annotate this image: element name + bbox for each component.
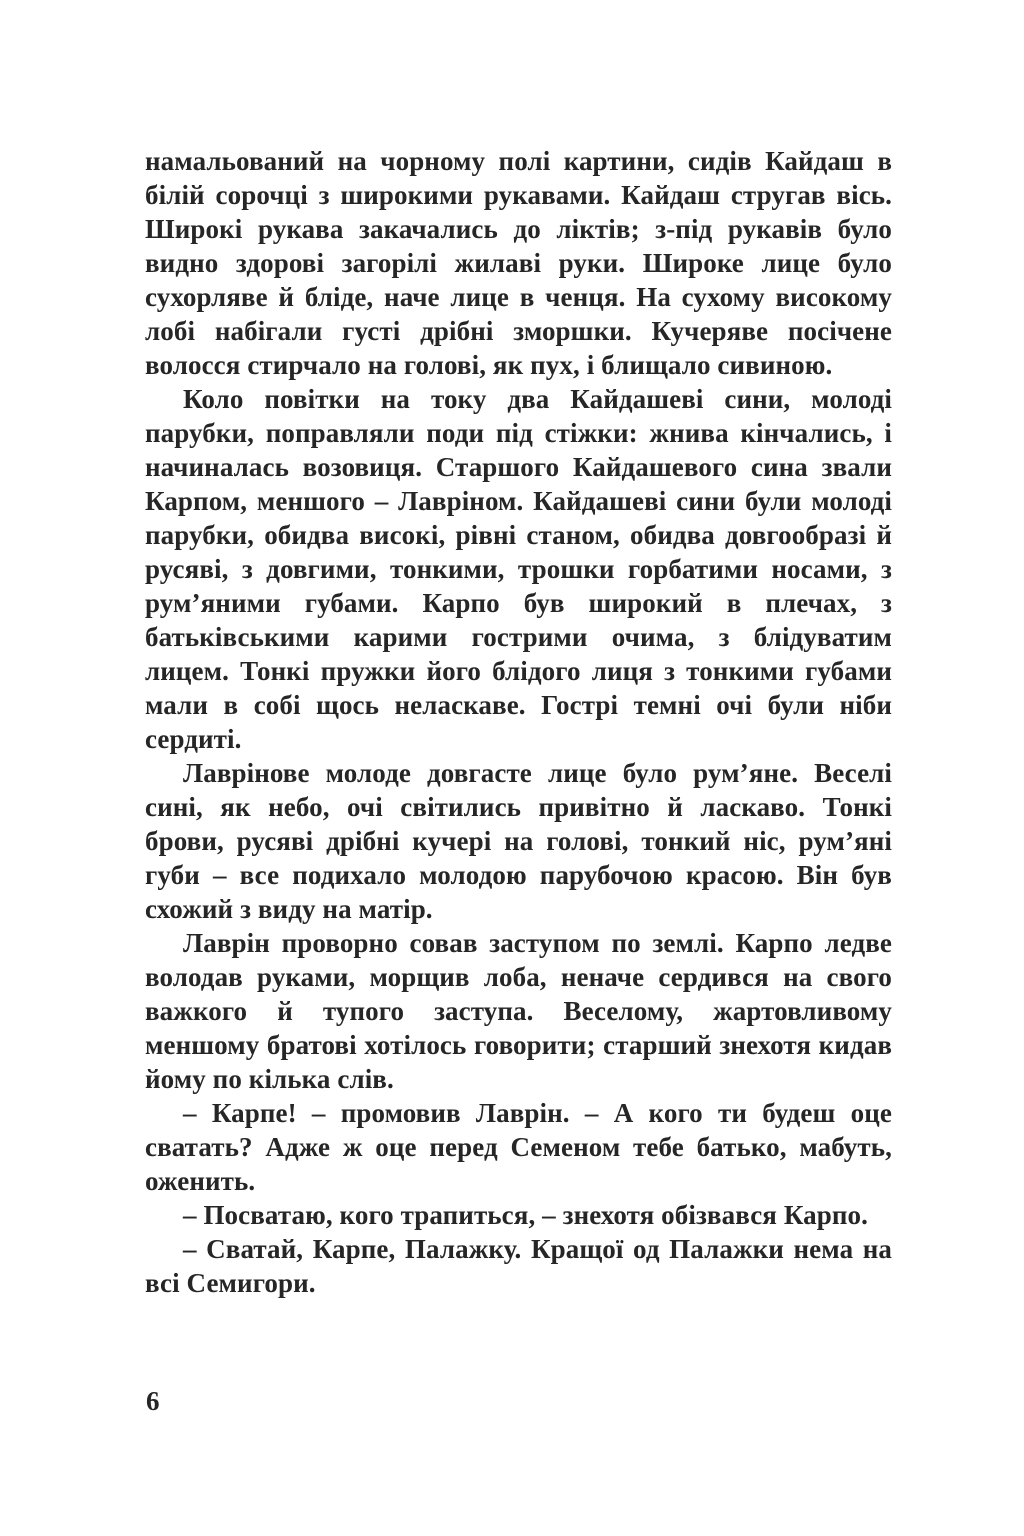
paragraph: – Карпе! – промовив Лаврін. – А кого ти будеш оце сватать? Адже ж оце перед Семеном тебе батько, мабуть, оженить. [145, 1098, 892, 1196]
page-text [145, 144, 892, 1300]
paragraph: Лаврін проворно совав заступом по землі. Карпо ледве володав руками, морщив лоба, неначе сердився на свого важкого й тупого заступа. Веселому, жартовливому меншому братові хотілось говорити; старший знехотя кидав йому по кілька слів. [145, 928, 892, 1094]
paragraph: – Посватаю, кого трапиться, – знехотя обізвався Карпо. [183, 1200, 868, 1230]
paragraph: – Сватай, Карпе, Палажку. Кращої од Палажки нема на всі Семигори. [145, 1234, 892, 1298]
paragraph: Лаврінове молоде довгасте лице було рум’яне. Веселі сині, як небо, очі світились привітно й ласкаво. Тонкі брови, русяві дрібні кучері на голові, тонкий ніс, рум’яні губи – все подихало молодою парубочою красою. Він був схожий з виду на матір. [145, 758, 892, 924]
paragraph: Коло повітки на току два Кайдашеві сини, молоді парубки, поправляли поди під стіжки: жнива кінчались, і начиналась возовиця. Старшого Кайдашевого сина звали Карпом, меншого – Лавріном. Кайдашеві сини були молоді парубки, обидва високі, рівні станом, обидва довгообразі й русяві, з довгими, тонкими, трошки горбатими носами, з рум’яними губами. Карпо був широкий в плечах, з батьківськими карими гострими очима, з блідуватим лицем. Тонкі пружки його блідого лиця з тонкими губами мали в собі щось неласкаве. Гострі темні очі були ніби сердиті. [145, 384, 892, 754]
paragraph: намальований на чорному полі картини, сидів Кайдаш в білій сорочці з широкими рукавами. Кайдаш стругав вісь. Широкі рукава закачались до ліктів; з-під рукавів було видно здорові загорілі жилаві руки. Широке лице було сухорляве й бліде, наче лице в ченця. На сухому високому лобі набігали густі дрібні зморшки. Кучеряве посічене волосся стирчало на голові, як пух, і блищало сивиною. [145, 146, 892, 380]
page-number: 6 [146, 1386, 160, 1416]
